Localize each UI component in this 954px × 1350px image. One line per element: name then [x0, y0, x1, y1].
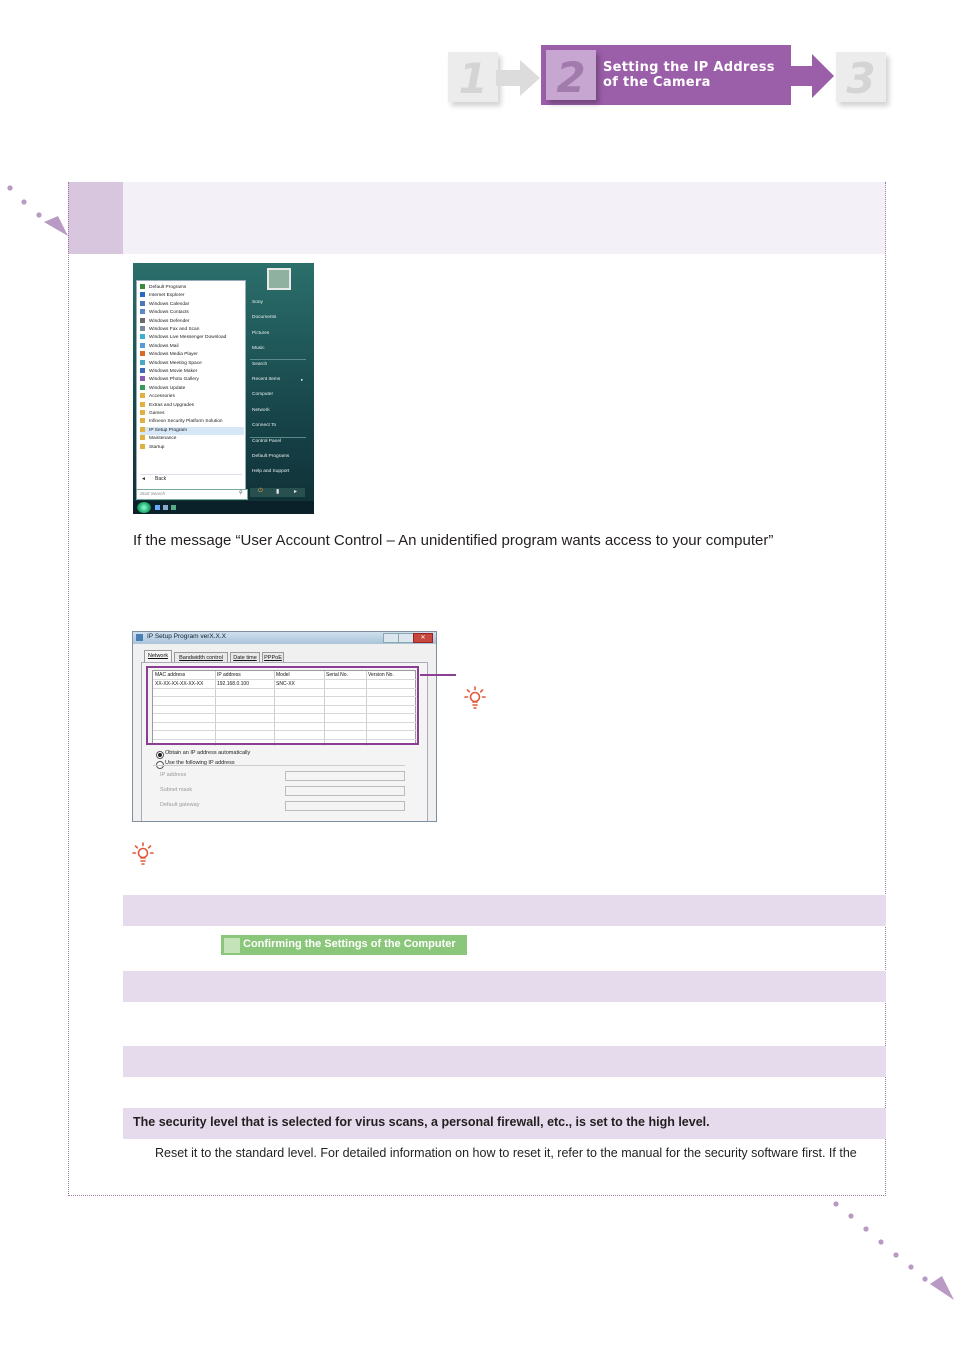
- step-3-number: 3: [846, 54, 876, 103]
- start-menu-program-item[interactable]: [140, 427, 244, 435]
- start-menu-program-item[interactable]: [140, 435, 244, 443]
- troubleshoot-band-2: [123, 971, 886, 1002]
- step-1-box: [448, 52, 498, 102]
- app-icon: [136, 634, 143, 641]
- column-header[interactable]: Model: [276, 672, 290, 678]
- current-step-title-line1: Setting the IP Address: [603, 60, 775, 75]
- step-2-box: [546, 50, 596, 100]
- program-icon: [140, 309, 145, 314]
- program-icon: [140, 334, 145, 339]
- program-label: Windows Calendar: [149, 301, 190, 307]
- program-label: Infineon Security Platform Solution: [149, 419, 223, 425]
- current-step-title-line2: of the Camera: [603, 75, 711, 90]
- program-icon: [140, 326, 145, 331]
- radio-obtain-auto[interactable]: [156, 751, 164, 759]
- start-search-icon: ⚲: [239, 490, 243, 496]
- program-icon: [140, 402, 145, 407]
- step-arrow-purple-icon: [790, 54, 836, 98]
- start-menu-back-arrow-icon: ◄: [141, 476, 146, 482]
- quick-launch-icon[interactable]: [171, 505, 176, 510]
- start-menu-program-item[interactable]: [140, 334, 244, 342]
- close-icon[interactable]: ✕: [413, 633, 433, 643]
- program-label: Default Programs: [149, 285, 187, 290]
- column-header[interactable]: MAC address: [155, 672, 186, 678]
- program-label: Windows Media Player: [149, 352, 198, 358]
- program-label: Games: [149, 411, 165, 416]
- start-menu-program-item[interactable]: [140, 418, 244, 426]
- program-icon: [140, 284, 145, 289]
- start-menu-place-item[interactable]: Pictures: [252, 330, 270, 336]
- power-button-row: [250, 488, 305, 497]
- ip-address-label: IP address: [160, 772, 187, 778]
- program-label: Windows Contacts: [149, 310, 189, 316]
- table-cell: 192.168.0.100: [217, 681, 249, 687]
- start-menu-program-item[interactable]: [140, 360, 244, 368]
- tab-pppoe[interactable]: PPPoE: [262, 652, 284, 662]
- power-options-arrow-icon[interactable]: ▸: [294, 489, 298, 495]
- subnet-mask-input[interactable]: [285, 786, 405, 796]
- user-avatar: [267, 268, 291, 290]
- program-icon: [140, 368, 145, 373]
- step-1-number: 1: [458, 54, 488, 103]
- start-menu-place-item[interactable]: Documents: [252, 315, 277, 321]
- program-label: Windows Meeting Space: [149, 360, 202, 366]
- start-menu-program-item[interactable]: [140, 444, 244, 452]
- start-menu-place-item[interactable]: Search: [252, 361, 268, 367]
- program-icon: [140, 435, 145, 440]
- uac-message-text: If the message “User Account Control – An unidentified program wants access to your computer”: [133, 532, 774, 549]
- program-icon: [140, 393, 145, 398]
- start-menu-place-item[interactable]: Sony: [252, 300, 263, 305]
- program-label: Windows Fax and Scan: [149, 327, 200, 332]
- program-label: Windows Live Messenger Download: [149, 335, 227, 341]
- start-menu-back-button[interactable]: Back: [155, 476, 167, 482]
- program-label: Startup: [149, 444, 165, 450]
- program-label: Windows Photo Gallery: [149, 377, 199, 383]
- radio-obtain-auto-label: Obtain an IP address automatically: [165, 750, 251, 756]
- start-menu-program-item[interactable]: [140, 343, 244, 351]
- ip-address-input[interactable]: [285, 771, 405, 781]
- program-label: Windows Mail: [149, 343, 179, 349]
- program-label: Accessories: [149, 394, 175, 400]
- quick-launch-icon[interactable]: [163, 505, 168, 510]
- program-label: Windows Movie Maker: [149, 369, 198, 374]
- program-icon: [140, 318, 145, 323]
- program-label: Maintenance: [149, 436, 177, 442]
- table-cell: XX-XX-XX-XX-XX-XX: [155, 681, 204, 687]
- step-2-number: 2: [556, 53, 586, 102]
- power-icon[interactable]: ⏻: [258, 488, 263, 494]
- confirming-settings-link-label[interactable]: Confirming the Settings of the Computer: [243, 938, 456, 950]
- dotted-arrow-top-icon: [0, 178, 72, 242]
- dotted-arrow-bottom-icon: [826, 1196, 954, 1306]
- hint-lightbulb-icon: [464, 686, 486, 712]
- column-header[interactable]: IP address: [217, 672, 241, 678]
- table-cell: SNC-XX: [276, 681, 295, 687]
- start-menu-program-item[interactable]: [140, 292, 244, 300]
- start-menu-program-item[interactable]: [140, 309, 244, 317]
- start-menu-program-item[interactable]: [140, 301, 244, 309]
- tab-network[interactable]: Network: [144, 650, 172, 662]
- program-icon: [140, 410, 145, 415]
- program-icon: [140, 351, 145, 356]
- quick-launch-icon[interactable]: [155, 505, 160, 510]
- program-icon: [140, 427, 145, 432]
- start-search-box[interactable]: [136, 489, 248, 500]
- callout-line: [420, 674, 456, 676]
- current-step-title: [603, 60, 793, 90]
- default-gateway-input[interactable]: [285, 801, 405, 811]
- start-menu-program-item[interactable]: [140, 410, 244, 418]
- security-body-text: Reset it to the standard level. For detailed information on how to reset it, refer to the manual for the security software first. If the: [155, 1146, 857, 1160]
- start-menu-program-item[interactable]: [140, 393, 244, 401]
- lock-icon[interactable]: ▮: [276, 489, 280, 495]
- start-menu-place-item[interactable]: Computer: [252, 392, 274, 398]
- program-icon: [140, 292, 145, 297]
- start-menu-program-item[interactable]: [140, 376, 244, 384]
- program-icon: [140, 385, 145, 390]
- windows-orb-icon[interactable]: [137, 502, 151, 513]
- tab-date-time[interactable]: Date time: [230, 652, 260, 662]
- start-search-placeholder: Start Search: [140, 491, 166, 496]
- default-gateway-label: Default gateway: [160, 802, 200, 808]
- start-menu-place-item[interactable]: Help and Support: [252, 469, 290, 475]
- program-icon: [140, 360, 145, 365]
- step-arrow-grey-icon: [496, 58, 542, 98]
- start-menu-place-item[interactable]: Network: [252, 407, 270, 413]
- program-label: IP Setup Program: [149, 427, 188, 433]
- start-menu-program-item[interactable]: [140, 351, 244, 359]
- program-label: Extras and Upgrades: [149, 402, 195, 408]
- start-menu-screenshot: [133, 263, 314, 514]
- camera-list-highlight: [146, 666, 419, 745]
- program-label: Windows Defender: [149, 318, 190, 324]
- program-icon: [140, 376, 145, 381]
- program-icon: [140, 444, 145, 449]
- ip-setup-titlebar: [133, 632, 437, 644]
- start-menu-place-item[interactable]: Music: [252, 346, 265, 352]
- column-header[interactable]: Version No.: [368, 672, 394, 678]
- subnet-mask-label: Subnet mask: [160, 787, 193, 793]
- minimize-button[interactable]: [383, 633, 399, 643]
- ip-setup-title: IP Setup Program verX.X.X: [147, 633, 226, 640]
- start-menu-program-item[interactable]: [140, 318, 244, 326]
- start-menu-program-item[interactable]: [140, 284, 244, 292]
- start-menu-place-item[interactable]: Control Panel: [252, 438, 282, 444]
- start-menu-program-item[interactable]: [140, 385, 244, 393]
- start-menu-program-item[interactable]: [140, 402, 244, 410]
- column-header[interactable]: Serial No.: [326, 672, 348, 678]
- taskbar: [133, 501, 314, 514]
- start-menu-place-item[interactable]: Default Programs: [252, 454, 290, 459]
- step-3-box: [836, 52, 886, 102]
- start-menu-place-item[interactable]: Connect To: [252, 423, 277, 429]
- radio-use-following-label: Use the following IP address: [165, 760, 235, 766]
- start-menu-program-item[interactable]: [140, 368, 244, 376]
- submenu-arrow-icon: ▸: [301, 377, 304, 382]
- security-heading: The security level that is selected for virus scans, a personal firewall, etc., is set to the high level.: [133, 1115, 710, 1129]
- ip-setup-window: [132, 631, 437, 822]
- hint-lightbulb-icon: [132, 842, 154, 868]
- tab-bandwidth-control[interactable]: Bandwidth control: [174, 652, 228, 662]
- program-icon: [140, 418, 145, 423]
- program-icon: [140, 343, 145, 348]
- start-menu-programs-pane: [136, 280, 246, 497]
- start-menu-place-item[interactable]: Recent Items: [252, 377, 281, 382]
- maximize-button[interactable]: [398, 633, 414, 643]
- program-label: Internet Explorer: [149, 293, 185, 299]
- start-menu-program-item[interactable]: [140, 326, 244, 334]
- troubleshoot-band-3: [123, 1046, 886, 1077]
- program-label: Windows Update: [149, 385, 186, 391]
- program-icon: [140, 301, 145, 306]
- troubleshoot-band-1: [123, 895, 886, 926]
- link-marker-icon: [224, 938, 240, 953]
